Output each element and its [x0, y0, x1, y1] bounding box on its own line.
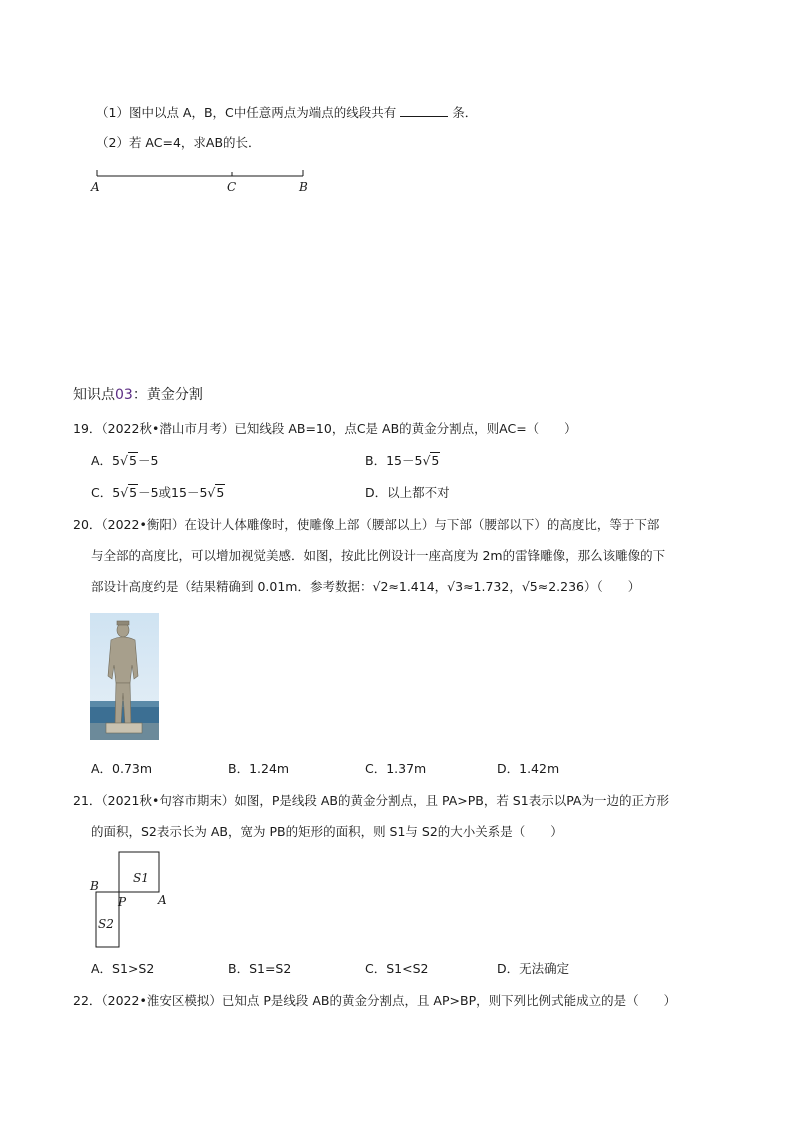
q18-part1-text: （1）图中以点 A，B，C中任意两点为端点的线段共有: [96, 105, 397, 120]
q19-a-suffix: －5: [137, 453, 159, 468]
q18-part1-suffix: 条．: [452, 105, 478, 120]
q19-b-prefix: B．15－5: [365, 453, 423, 468]
sqrt-symbol: √5: [120, 485, 138, 500]
question-18-part-1: [96, 106, 477, 120]
q21-option-d: D．无法确定: [497, 961, 570, 976]
q19-c-mid: －5或15－5: [138, 485, 208, 500]
sqrt-symbol: √5: [207, 485, 225, 500]
question-20-line-3: 部设计高度约是（结果精确到 0.01m．参考数据：√2≈1.414，√3≈1.732，√5≈2.236）（ ）: [91, 579, 641, 594]
q21-option-b: B．S1=S2: [228, 961, 292, 976]
q19-option-a: [91, 455, 158, 468]
sqrt-symbol: √5: [120, 453, 137, 468]
q19-option-c: [91, 487, 225, 500]
q19-option-b: [365, 455, 440, 468]
q19-a-prefix: A．5: [91, 453, 121, 468]
fig-label-b: B: [90, 879, 99, 893]
question-18-part-2: （2）若 AC=4，求AB的长．: [96, 135, 261, 150]
label-a: A: [91, 180, 100, 194]
section-heading: [73, 384, 203, 404]
q19-c-prefix: C．5: [91, 485, 121, 500]
q20-option-c: C．1.37m: [365, 761, 427, 776]
q20-option-b: B．1.24m: [228, 761, 290, 776]
fig-label-s1: S1: [133, 871, 149, 885]
section-title: ：黄金分割: [132, 387, 203, 403]
sqrt-symbol: √5: [422, 453, 440, 468]
question-22-line-1: 22．（2022•淮安区模拟）已知点 P是线段 AB的黄金分割点，且 AP>BP，则下列比例式能成立的是（ ）: [73, 993, 677, 1008]
question-20-line-2: 与全部的高度比，可以增加视觉美感．如图，按此比例设计一座高度为 2m的雷锋雕像，那么该雕像的下: [91, 548, 666, 563]
fig-label-p: P: [118, 895, 127, 909]
answer-blank: [400, 106, 448, 117]
question-21-line-2: 的面积，S2表示长为 AB，宽为 PB的矩形的面积，则 S1与 S2的大小关系是（ ）: [91, 824, 563, 839]
fig-label-a: A: [158, 893, 167, 907]
question-19-stem: 19．（2022秋•潜山市月考）已知线段 AB=10，点C是 AB的黄金分割点，则AC=（ ）: [73, 421, 577, 436]
q20-option-d: D．1.42m: [497, 761, 560, 776]
question-20-line-1: 20．（2022•衡阳）在设计人体雕像时，使雕像上部（腰部以上）与下部（腰部以下）的高度比，等于下部: [73, 517, 660, 532]
label-c: C: [227, 180, 237, 194]
golden-section-figure: [86, 848, 176, 950]
segment-figure: [88, 164, 318, 198]
question-21-line-1: 21．（2021秋•句容市期末）如图，P是线段 AB的黄金分割点，且 PA>PB，若 S1表示以PA为一边的正方形: [73, 793, 669, 808]
q20-option-a: A．0.73m: [91, 761, 153, 776]
q19-option-d: D．以上都不对: [365, 485, 450, 500]
section-prefix: 知识点: [73, 387, 115, 403]
q21-option-a: A．S1>S2: [91, 961, 155, 976]
fig-label-s2: S2: [98, 917, 114, 931]
q21-option-c: C．S1<S2: [365, 961, 429, 976]
section-number: 03: [115, 387, 133, 403]
statue-photo: [90, 613, 159, 740]
label-b: B: [299, 180, 308, 194]
